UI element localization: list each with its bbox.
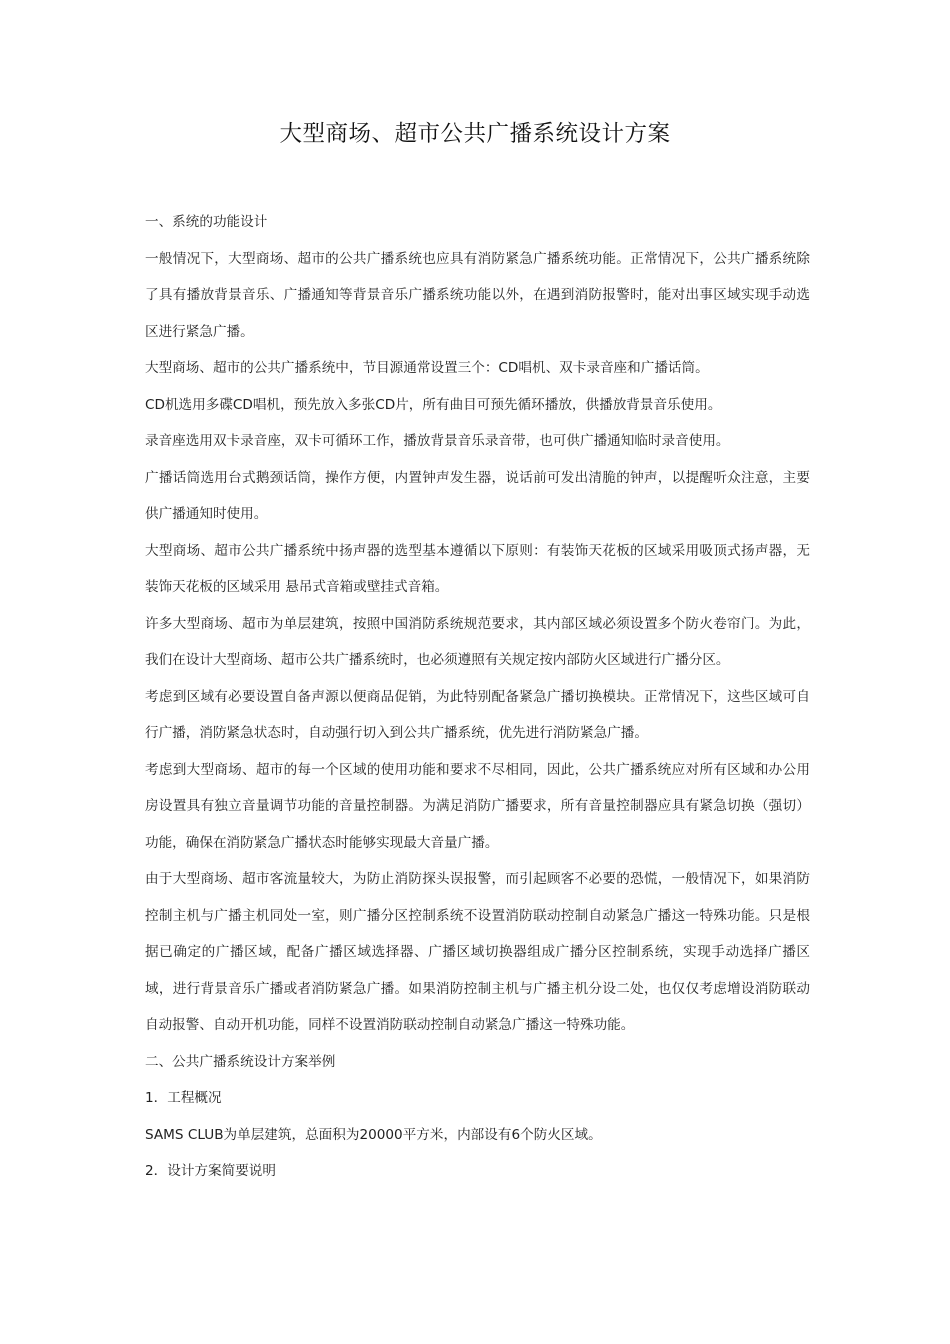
subsection-heading: 1．工程概况 — [145, 1090, 222, 1106]
paragraph: CD机选用多碟CD唱机，预先放入多张CD片，所有曲目可预先循环播放，供播放背景音乐使用。 — [145, 396, 722, 413]
paragraph: 一般情况下，大型商场、超市的公共广播系统也应具有消防紧急广播系统功能。正常情况下，公共广播系统除了具有播放背景音乐、广播通知等背景音乐广播系统功能以外，在遇到消防报警时，能对出事区域实现手动选区进行紧急广播。 — [145, 250, 810, 340]
paragraph: 广播话筒选用台式鹅颈话筒，操作方便，内置钟声发生器，说话前可发出清脆的钟声，以提醒听众注意，主要供广播通知时使用。 — [145, 469, 810, 522]
paragraph: 考虑到大型商场、超市的每一个区域的使用功能和要求不尽相同，因此，公共广播系统应对所有区域和办公用房设置具有独立音量调节功能的音量控制器。为满足消防广播要求，所有音量控制器应具有紧急切换（强切）功能，确保在消防紧急广播状态时能够实现最大音量广播。 — [145, 761, 810, 851]
paragraph: 由于大型商场、超市客流量较大，为防止消防探头误报警，而引起顾客不必要的恐慌，一般情况下，如果消防控制主机与广播主机同处一室，则广播分区控制系统不设置消防联动控制自动紧急广播这一特殊功能。只是根据已确定的广播区域，配备广播区域选择器、广播区域切换器组成广播分区控制系统，实现手动选择广播区域，进行背景音乐广播或者消防紧急广播。如果消防控制主机与广播主机分设二处，也仅仅考虑增设消防联动自动报警、自动开机功能，同样不设置消防联动控制自动紧急广播这一特殊功能。 — [145, 871, 810, 1033]
document-title: 大型商场、超市公共广播系统设计方案 — [279, 121, 671, 147]
paragraph: 大型商场、超市的公共广播系统中，节目源通常设置三个：CD唱机、双卡录音座和广播话筒。 — [145, 360, 709, 376]
document-body — [145, 204, 810, 1190]
paragraph: SAMS CLUB为单层建筑，总面积为20000平方米，内部设有6个防火区域。 — [145, 1126, 602, 1143]
paragraph: 录音座选用双卡录音座，双卡可循环工作，播放背景音乐录音带，也可供广播通知临时录音使用。 — [145, 433, 730, 449]
subsection-heading: 2．设计方案简要说明 — [145, 1163, 276, 1179]
paragraph: 大型商场、超市公共广播系统中扬声器的选型基本遵循以下原则：有装饰天花板的区域采用吸顶式扬声器，无装饰天花板的区域采用 悬吊式音箱或壁挂式音箱。 — [145, 542, 810, 595]
section-heading-1: 一、系统的功能设计 — [145, 214, 268, 230]
paragraph: 许多大型商场、超市为单层建筑，按照中国消防系统规范要求，其内部区域必须设置多个防火卷帘门。为此，我们在设计大型商场、超市公共广播系统时，也必须遵照有关规定按内部防火区域进行广播分区。 — [145, 615, 810, 668]
section-heading-2: 二、公共广播系统设计方案举例 — [145, 1053, 336, 1070]
paragraph: 考虑到区域有必要设置自备声源以便商品促销，为此特别配备紧急广播切换模块。正常情况下，这些区域可自行广播，消防紧急状态时，自动强行切入到公共广播系统，优先进行消防紧急广播。 — [145, 688, 810, 741]
